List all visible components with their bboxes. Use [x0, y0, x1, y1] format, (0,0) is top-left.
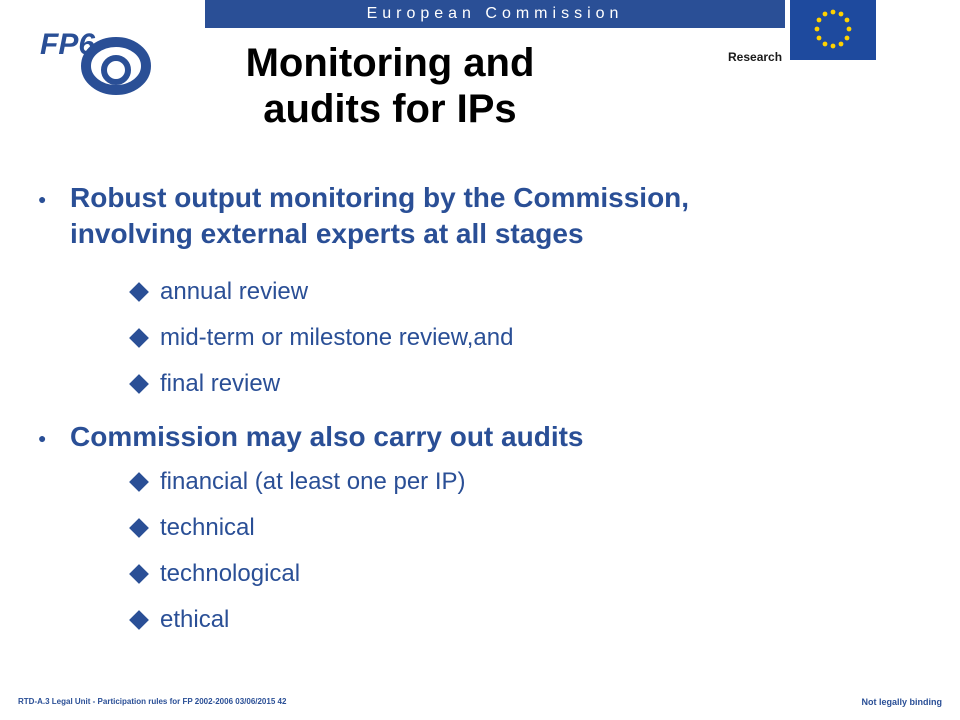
bullet-main-text — [70, 419, 930, 455]
sub-bullet-diamond-icon — [129, 564, 149, 584]
research-label: Research — [728, 50, 783, 64]
sub-bullet-diamond-icon — [129, 472, 149, 492]
bullet-text-line-2: involving external experts at all stages — [70, 218, 584, 249]
bullet-marker: ● — [38, 191, 47, 207]
title-line-1: Monitoring and — [245, 41, 535, 85]
banner-text: European Commission — [366, 5, 624, 22]
sub-bullet-diamond-icon — [129, 518, 149, 538]
sub-item: mid-term or milestone review,and — [160, 324, 514, 351]
sub-item: ethical — [160, 606, 230, 633]
sub-bullet-diamond-icon — [129, 282, 149, 302]
sub-item: final review — [160, 370, 281, 397]
sub-item: annual review — [160, 278, 309, 305]
fp6-logo-text: FP6 — [40, 28, 96, 61]
title-line-2: audits for IPs — [263, 87, 517, 131]
footer-info: RTD-A.3 Legal Unit - Participation rules for FP 2002-2006 03/06/2015 42 — [18, 697, 287, 706]
sub-item: technical — [160, 514, 255, 541]
sub-bullet-diamond-icon — [129, 610, 149, 630]
sub-item: financial (at least one per IP) — [160, 468, 466, 495]
footer-disclaimer: Not legally binding — [861, 697, 942, 707]
bullet-text-line-1: Commission may also carry out audits — [70, 421, 584, 452]
bullet-marker: ● — [38, 430, 47, 446]
sub-bullet-diamond-icon — [129, 374, 149, 394]
sub-item: technological — [160, 560, 301, 587]
bullet-text-line-1: Robust output monitoring by the Commission, — [70, 182, 690, 213]
sub-bullet-diamond-icon — [129, 328, 149, 348]
bullet-main-text — [70, 180, 930, 252]
